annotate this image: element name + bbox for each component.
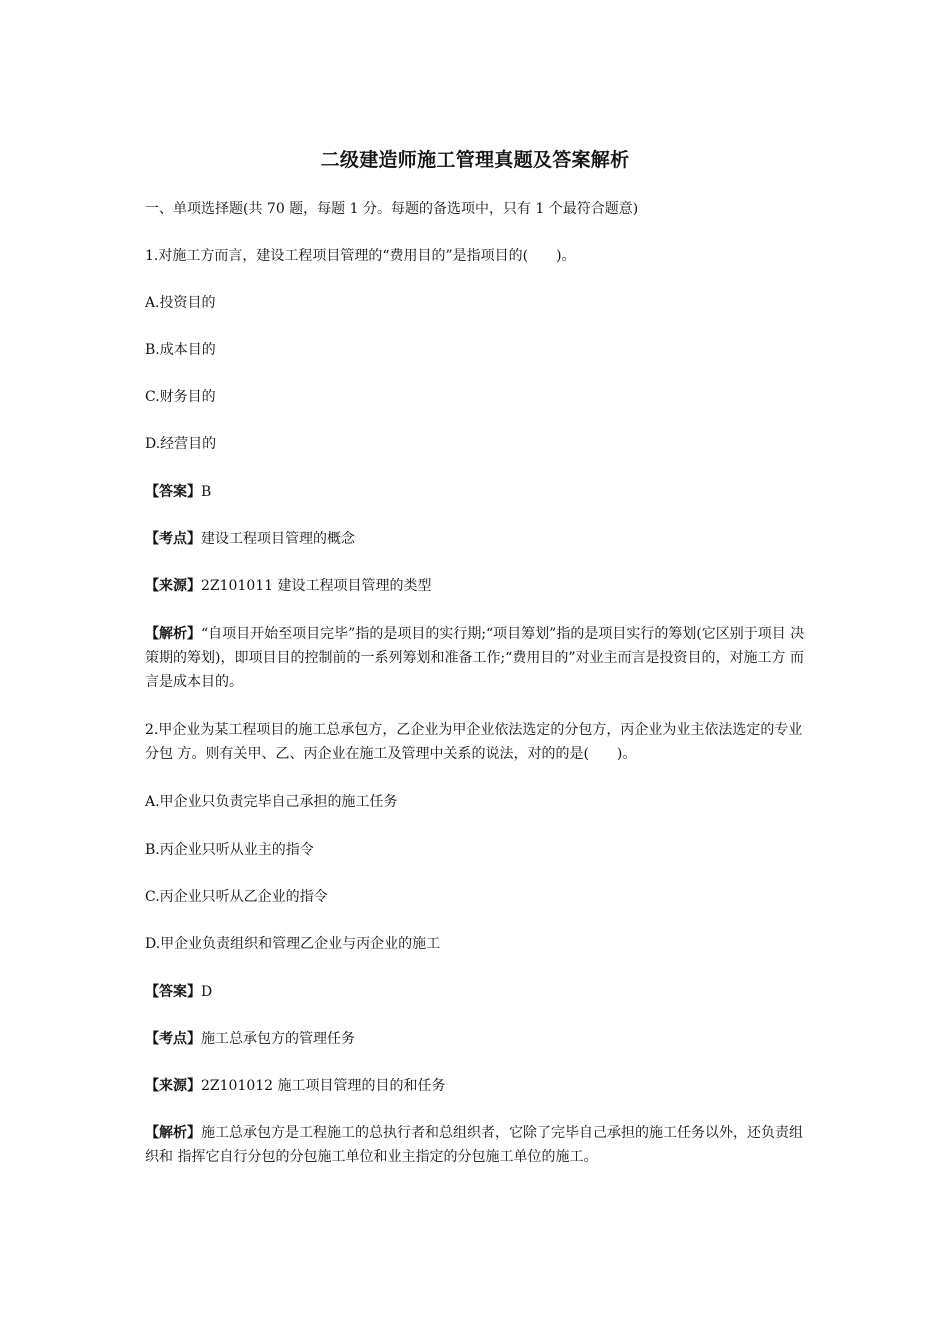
kaodian-value: 施工总承包方的管理任务	[201, 1031, 355, 1047]
answer-label: 【答案】	[145, 484, 201, 500]
kaodian-label: 【考点】	[145, 531, 201, 547]
question-2-kaodian	[145, 1027, 815, 1051]
question-1-option-d: D.经营目的	[145, 436, 217, 452]
source-value: 2Z101012 施工项目管理的目的和任务	[201, 1078, 446, 1094]
question-2-analysis	[145, 1121, 815, 1169]
question-1-kaodian	[145, 527, 815, 551]
question-2-option-d: D.甲企业负责组织和管理乙企业与丙企业的施工	[145, 936, 441, 952]
source-label: 【来源】	[145, 1078, 201, 1094]
question-2-answer	[145, 980, 815, 1004]
answer-label: 【答案】	[145, 984, 201, 1000]
question-2-option-c: C.丙企业只听从乙企业的指令	[145, 889, 328, 905]
question-2-source	[145, 1074, 815, 1098]
question-1-option-b: B.成本目的	[145, 342, 216, 358]
analysis-label: 【解析】	[145, 626, 201, 642]
question-1-answer	[145, 480, 815, 504]
answer-value: B	[201, 484, 212, 500]
question-2-option-b: B.丙企业只听从业主的指令	[145, 842, 314, 858]
kaodian-value: 建设工程项目管理的概念	[201, 531, 355, 547]
analysis-text: “自项目开始至项目完毕”指的是项目的实行期;“项目筹划”指的是项目实行的筹划(它区别于项目 决策期的筹划)，即项目目的控制前的一系列筹划和准备工作;“费用目的”对业主而言是投资目的，对施工方 而言是成本目的。	[145, 626, 805, 690]
source-value: 2Z101011 建设工程项目管理的类型	[201, 578, 432, 594]
question-1-option-c: C.财务目的	[145, 389, 216, 405]
question-1-source	[145, 574, 815, 598]
analysis-text: 施工总承包方是工程施工的总执行者和总组织者，它除了完毕自己承担的施工任务以外，还负责组织和 指挥它自行分包的分包施工单位和业主指定的分包施工单位的施工。	[145, 1125, 803, 1165]
question-2-stem: 2.甲企业为某工程项目的施工总承包方，乙企业为甲企业依法选定的分包方，丙企业为业主依法选定的专业分包 方。则有关甲、乙、丙企业在施工及管理中关系的说法，对的的是( )。	[145, 722, 803, 762]
answer-value: D	[201, 984, 213, 1000]
page-title: 二级建造师施工管理真题及答案解析	[320, 149, 630, 171]
question-1-analysis	[145, 622, 815, 694]
kaodian-label: 【考点】	[145, 1031, 201, 1047]
analysis-label: 【解析】	[145, 1125, 201, 1141]
question-1-stem: 1.对施工方而言，建设工程项目管理的“费用目的”是指项目的( )。	[145, 248, 576, 264]
source-label: 【来源】	[145, 578, 201, 594]
question-2-option-a: A.甲企业只负责完毕自己承担的施工任务	[145, 794, 398, 810]
question-1-option-a: A.投资目的	[145, 295, 216, 311]
section-header: 一、单项选择题(共 70 题，每题 1 分。每题的备选项中，只有 1 个最符合题意)	[145, 201, 639, 217]
